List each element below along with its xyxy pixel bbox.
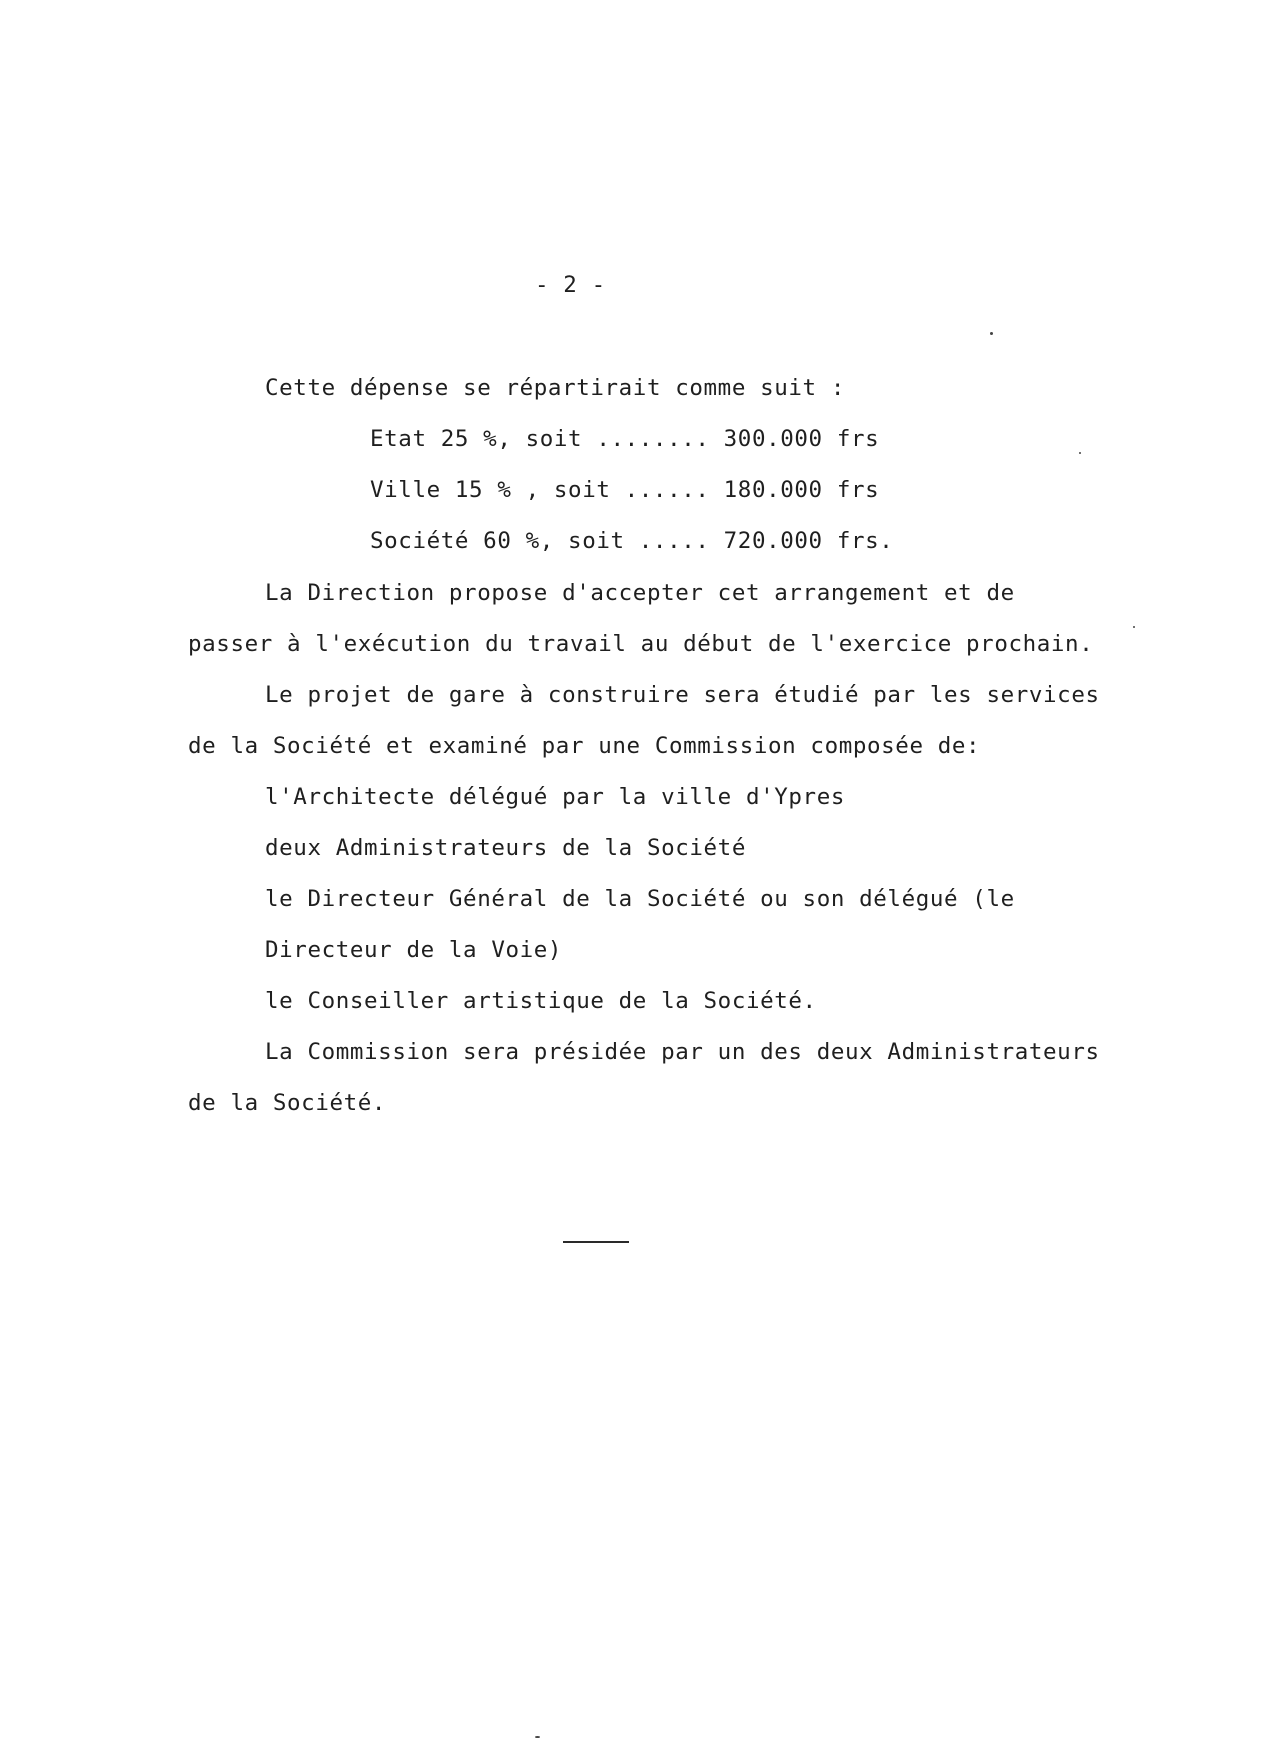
allocation-line-ville: Ville 15 % , soit ...... 180.000 frs [370,477,880,503]
text-line: de la Société. [188,1090,387,1116]
commission-member-line: le Conseiller artistique de la Société. [265,988,817,1014]
text-line: La Direction propose d'accepter cet arrangement et de [265,580,1015,606]
text-line: passer à l'exécution du travail au début de l'exercice prochain. [188,631,1094,657]
commission-member-line: l'Architecte délégué par la ville d'Ypres [265,784,845,810]
scan-speck [1133,626,1135,628]
commission-member-line: deux Administrateurs de la Société [265,835,746,861]
allocation-line-societe: Société 60 %, soit ..... 720.000 frs. [370,528,894,554]
end-separator-rule [563,1241,629,1243]
text-line: La Commission sera présidée par un des deux Administrateurs [265,1039,1100,1065]
scan-speck [990,332,993,335]
page-number: - 2 - [535,272,606,298]
commission-member-line: le Directeur Général de la Société ou son délégué (le [265,886,1015,912]
text-line: Le projet de gare à construire sera étudié par les services [265,682,1100,708]
commission-member-line: Directeur de la Voie) [265,937,563,963]
text-line: de la Société et examiné par une Commission composée de: [188,733,981,759]
text-line-intro: Cette dépense se répartirait comme suit : [265,375,845,401]
allocation-line-etat: Etat 25 %, soit ........ 300.000 frs [370,426,880,452]
scan-speck [535,1736,540,1738]
scan-speck [1079,452,1081,454]
